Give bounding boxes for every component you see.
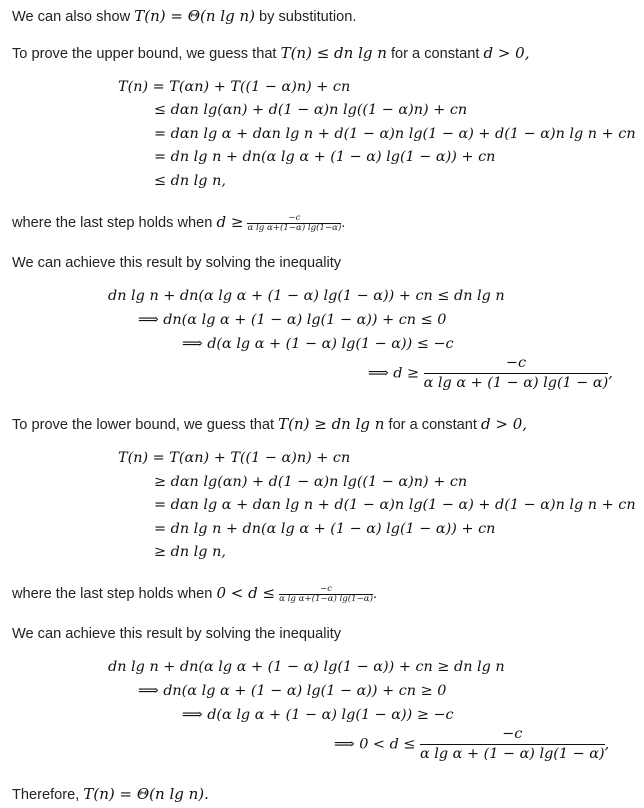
upper-last-step-end: . <box>341 215 346 231</box>
lower-final-fraction <box>420 727 605 762</box>
upper-guess-paragraph <box>12 44 530 63</box>
upper-final-lhs: ⟹ d ≥ <box>368 365 420 382</box>
upper-last-step-text: where the last step holds when <box>12 215 213 231</box>
lower-derivation-line-5: ≥ dn lg n, <box>154 544 226 560</box>
lower-inequality-line-2: ⟹ dn(α lg α + (1 − α) lg(1 − α)) + cn ≥ 0 <box>138 683 447 699</box>
upper-guess-cond: d > 0, <box>483 44 530 62</box>
lower-solve-text: We can achieve this result by solving the inequality <box>12 626 342 642</box>
upper-guess-math: T(n) ≤ dn lg n <box>280 44 387 62</box>
upper-derivation-line-1: T(n) = T(αn) + T((1 − α)n) + cn <box>118 79 351 95</box>
lower-last-step-end: . <box>372 586 378 602</box>
upper-derivation-line-4: = dn lg n + dn(α lg α + (1 − α) lg(1 − α)) + cn <box>154 149 496 165</box>
lower-guess-paragraph <box>12 415 527 434</box>
conclusion-math: T(n) = Θ(n lg n). <box>83 785 209 803</box>
lower-last-step-text: where the last step holds when <box>12 586 213 602</box>
lower-last-step-denominator: α lg α+(1−α) lg(1−α) <box>279 593 373 604</box>
upper-guess-mid: for a constant <box>390 46 480 62</box>
upper-inequality-line-1: dn lg n + dn(α lg α + (1 − α) lg(1 − α)) + cn ≤ dn lg n <box>108 288 505 304</box>
upper-guess-text: To prove the upper bound, we guess that <box>12 46 277 62</box>
upper-inequality-line-3: ⟹ d(α lg α + (1 − α) lg(1 − α)) ≤ −c <box>182 336 454 352</box>
lower-inequality-line-1: dn lg n + dn(α lg α + (1 − α) lg(1 − α)) + cn ≥ dn lg n <box>108 659 505 675</box>
lower-last-step <box>12 584 377 604</box>
upper-last-step-denominator: α lg α+(1−α) lg(1−α) <box>247 222 342 233</box>
upper-inequality-final <box>368 356 613 391</box>
lower-derivation-line-3: = dαn lg α + dαn lg n + d(1 − α)n lg(1 − α) + d(1 − α)n lg n + cn <box>154 497 636 513</box>
lower-guess-mid: for a constant <box>388 417 477 433</box>
lower-final-denominator: α lg α + (1 − α) lg(1 − α) <box>420 746 605 763</box>
intro-paragraph <box>12 7 356 26</box>
lower-derivation-line-2: ≥ dαn lg(αn) + d(1 − α)n lg((1 − α)n) + cn <box>154 474 468 490</box>
upper-derivation-line-3: = dαn lg α + dαn lg n + d(1 − α)n lg(1 − α) + d(1 − α)n lg n + cn <box>154 126 636 142</box>
lower-inequality-final <box>334 727 609 762</box>
lower-final-numerator: −c <box>420 727 605 745</box>
upper-final-end: , <box>608 365 613 382</box>
upper-last-step-fraction <box>247 214 341 233</box>
upper-final-fraction <box>424 356 609 391</box>
upper-last-step-numerator: −c <box>247 214 341 224</box>
upper-final-denominator: α lg α + (1 − α) lg(1 − α) <box>423 375 609 392</box>
upper-final-numerator: −c <box>424 356 609 374</box>
lower-derivation-line-4: = dn lg n + dn(α lg α + (1 − α) lg(1 − α)) + cn <box>154 521 496 537</box>
upper-inequality-line-2: ⟹ dn(α lg α + (1 − α) lg(1 − α)) + cn ≤ 0 <box>138 312 447 328</box>
conclusion-paragraph <box>12 785 209 804</box>
lower-final-lhs: ⟹ 0 < d ≤ <box>334 736 416 753</box>
lower-derivation-line-1: T(n) = T(αn) + T((1 − α)n) + cn <box>118 450 351 466</box>
upper-solve-text: We can achieve this result by solving the inequality <box>12 255 342 271</box>
conclusion-text: Therefore, <box>12 787 80 803</box>
upper-last-step <box>12 213 345 233</box>
lower-inequality-line-3: ⟹ d(α lg α + (1 − α) lg(1 − α)) ≥ −c <box>182 707 454 723</box>
intro-math: T(n) = Θ(n lg n) <box>134 7 255 25</box>
intro-text: We can also show <box>12 9 131 25</box>
lower-last-step-numerator: −c <box>279 585 373 595</box>
intro-tail: by substitution. <box>259 9 357 25</box>
lower-final-end: , <box>604 736 610 753</box>
lower-last-step-fraction <box>279 585 373 604</box>
lower-guess-cond: d > 0, <box>481 415 528 433</box>
upper-derivation-line-5: ≤ dn lg n, <box>154 173 226 189</box>
upper-last-step-lhs: d ≥ <box>216 213 244 231</box>
lower-guess-text: To prove the lower bound, we guess that <box>12 417 275 433</box>
upper-derivation-line-2: ≤ dαn lg(αn) + d(1 − α)n lg((1 − α)n) + cn <box>154 102 468 118</box>
lower-guess-math: T(n) ≥ dn lg n <box>278 415 385 433</box>
lower-last-step-lhs: 0 < d ≤ <box>216 584 276 602</box>
